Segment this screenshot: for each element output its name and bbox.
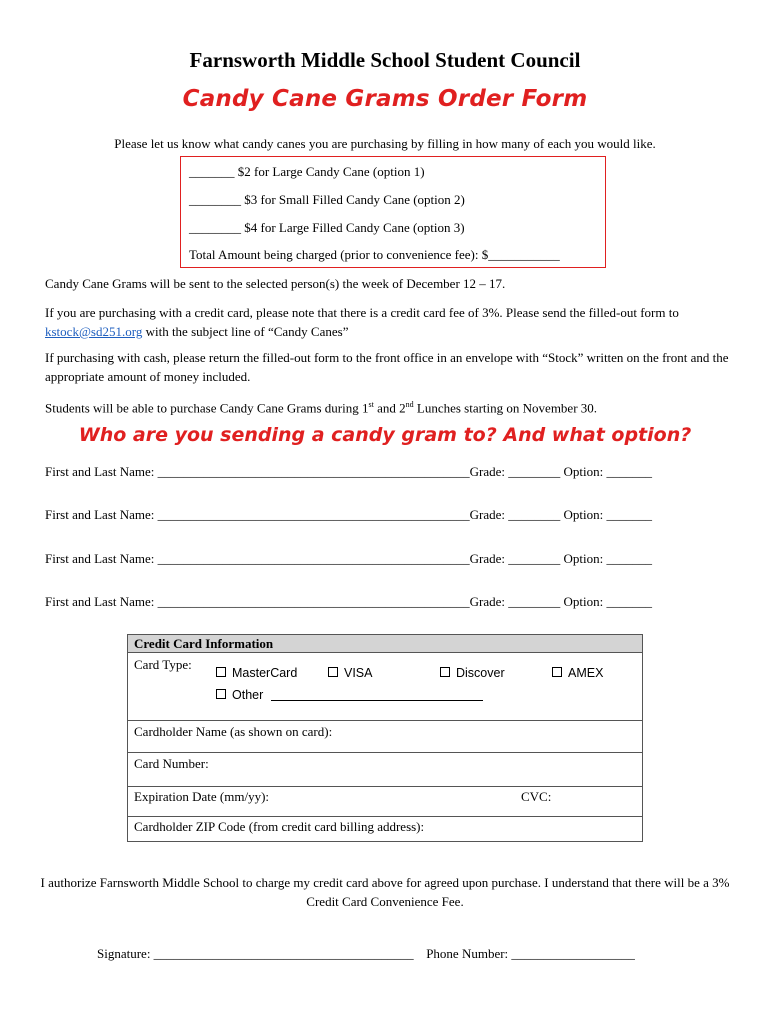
delivery-text: Candy Cane Grams will be sent to the selected person(s) the week of December 12 – 17. <box>45 276 506 291</box>
signature-field[interactable]: Signature: ________________________________________ <box>97 946 414 961</box>
signature-row <box>97 946 635 962</box>
phone-number-field[interactable]: Phone Number: ___________________ <box>426 946 635 961</box>
cardholder-name-label: Cardholder Name (as shown on card): <box>134 724 333 739</box>
amex-option[interactable] <box>552 666 603 680</box>
credit-card-heading: Credit Card Information <box>128 635 642 653</box>
zip-row[interactable] <box>128 817 642 843</box>
checkbox-icon[interactable] <box>216 667 226 677</box>
expiration-label: Expiration Date (mm/yy): <box>134 789 270 804</box>
card-number-row[interactable] <box>128 753 642 787</box>
credit-card-note-text: If you are purchasing with a credit card, please note that there is a credit card fee of 3%. Please send the filled-out form to <box>45 305 679 320</box>
other-card-type-field[interactable] <box>271 700 483 701</box>
discover-option[interactable] <box>440 666 505 680</box>
recipient-line-2[interactable]: First and Last Name: ________________________________________________Grade: ________ Option: _______ <box>45 507 652 522</box>
email-link[interactable]: kstock@sd251.org <box>45 324 143 339</box>
checkbox-icon[interactable] <box>440 667 450 677</box>
cash-instructions: If purchasing with cash, please return the filled-out form to the front office in an envelope with “Stock” written on the front and the appropriate amount of money included. <box>45 350 729 384</box>
visa-option[interactable] <box>328 666 373 680</box>
checkbox-icon[interactable] <box>328 667 338 677</box>
checkbox-icon[interactable] <box>552 667 562 677</box>
mastercard-option[interactable] <box>216 666 297 680</box>
option-2-line[interactable]: ________ $3 for Small Filled Candy Cane (option 2) <box>189 192 465 207</box>
cvc-label[interactable]: CVC: <box>521 789 552 804</box>
lunch-sup-1: st <box>368 400 374 409</box>
card-type-label: Card Type: <box>134 657 192 672</box>
credit-card-note-end: with the subject line of “Candy Canes” <box>142 324 349 339</box>
school-title: Farnsworth Middle School Student Council <box>189 48 581 72</box>
credit-card-table <box>127 634 643 842</box>
lunch-info <box>45 395 730 417</box>
lunch-info-start: Students will be able to purchase Candy Cane Grams during 1 <box>45 400 369 416</box>
lunch-info-mid: and 2 <box>373 400 406 416</box>
card-type-row <box>128 653 642 721</box>
other-label: Other <box>232 688 264 702</box>
total-amount-line[interactable]: Total Amount being charged (prior to convenience fee): $___________ <box>189 247 560 262</box>
options-box <box>180 156 606 268</box>
expiration-row[interactable] <box>128 787 642 817</box>
visa-label: VISA <box>344 666 373 680</box>
recipients-section-title: Who are you sending a candy gram to? And what option? <box>78 424 692 446</box>
option-3-line[interactable]: ________ $4 for Large Filled Candy Cane (option 3) <box>189 220 465 235</box>
zip-label: Cardholder ZIP Code (from credit card billing address): <box>134 819 425 834</box>
card-number-label: Card Number: <box>134 756 209 771</box>
discover-label: Discover <box>456 666 505 680</box>
form-title: Candy Cane Grams Order Form <box>182 86 588 112</box>
credit-card-note <box>45 303 730 341</box>
mastercard-label: MasterCard <box>232 666 298 680</box>
intro-text: Please let us know what candy canes you are purchasing by filling in how many of each you would like. <box>114 136 656 151</box>
recipient-line-3[interactable]: First and Last Name: ________________________________________________Grade: ________ Option: _______ <box>45 551 652 566</box>
amex-label: AMEX <box>568 666 604 680</box>
lunch-info-end: Lunches starting on November 30. <box>413 400 598 416</box>
recipient-line-1[interactable]: First and Last Name: ________________________________________________Grade: ________ Option: _______ <box>45 464 652 479</box>
authorization-text: I authorize Farnsworth Middle School to charge my credit card above for agreed upon purchase. I understand that there will be a 3% Credit Card Convenience Fee. <box>40 875 730 909</box>
cardholder-name-row[interactable] <box>128 721 642 753</box>
lunch-sup-2: nd <box>405 400 414 409</box>
option-1-line[interactable]: _______ $2 for Large Candy Cane (option 1) <box>189 164 425 179</box>
other-option[interactable] <box>216 688 483 702</box>
checkbox-icon[interactable] <box>216 689 226 699</box>
recipient-line-4[interactable]: First and Last Name: ________________________________________________Grade: ________ Option: _______ <box>45 594 652 609</box>
